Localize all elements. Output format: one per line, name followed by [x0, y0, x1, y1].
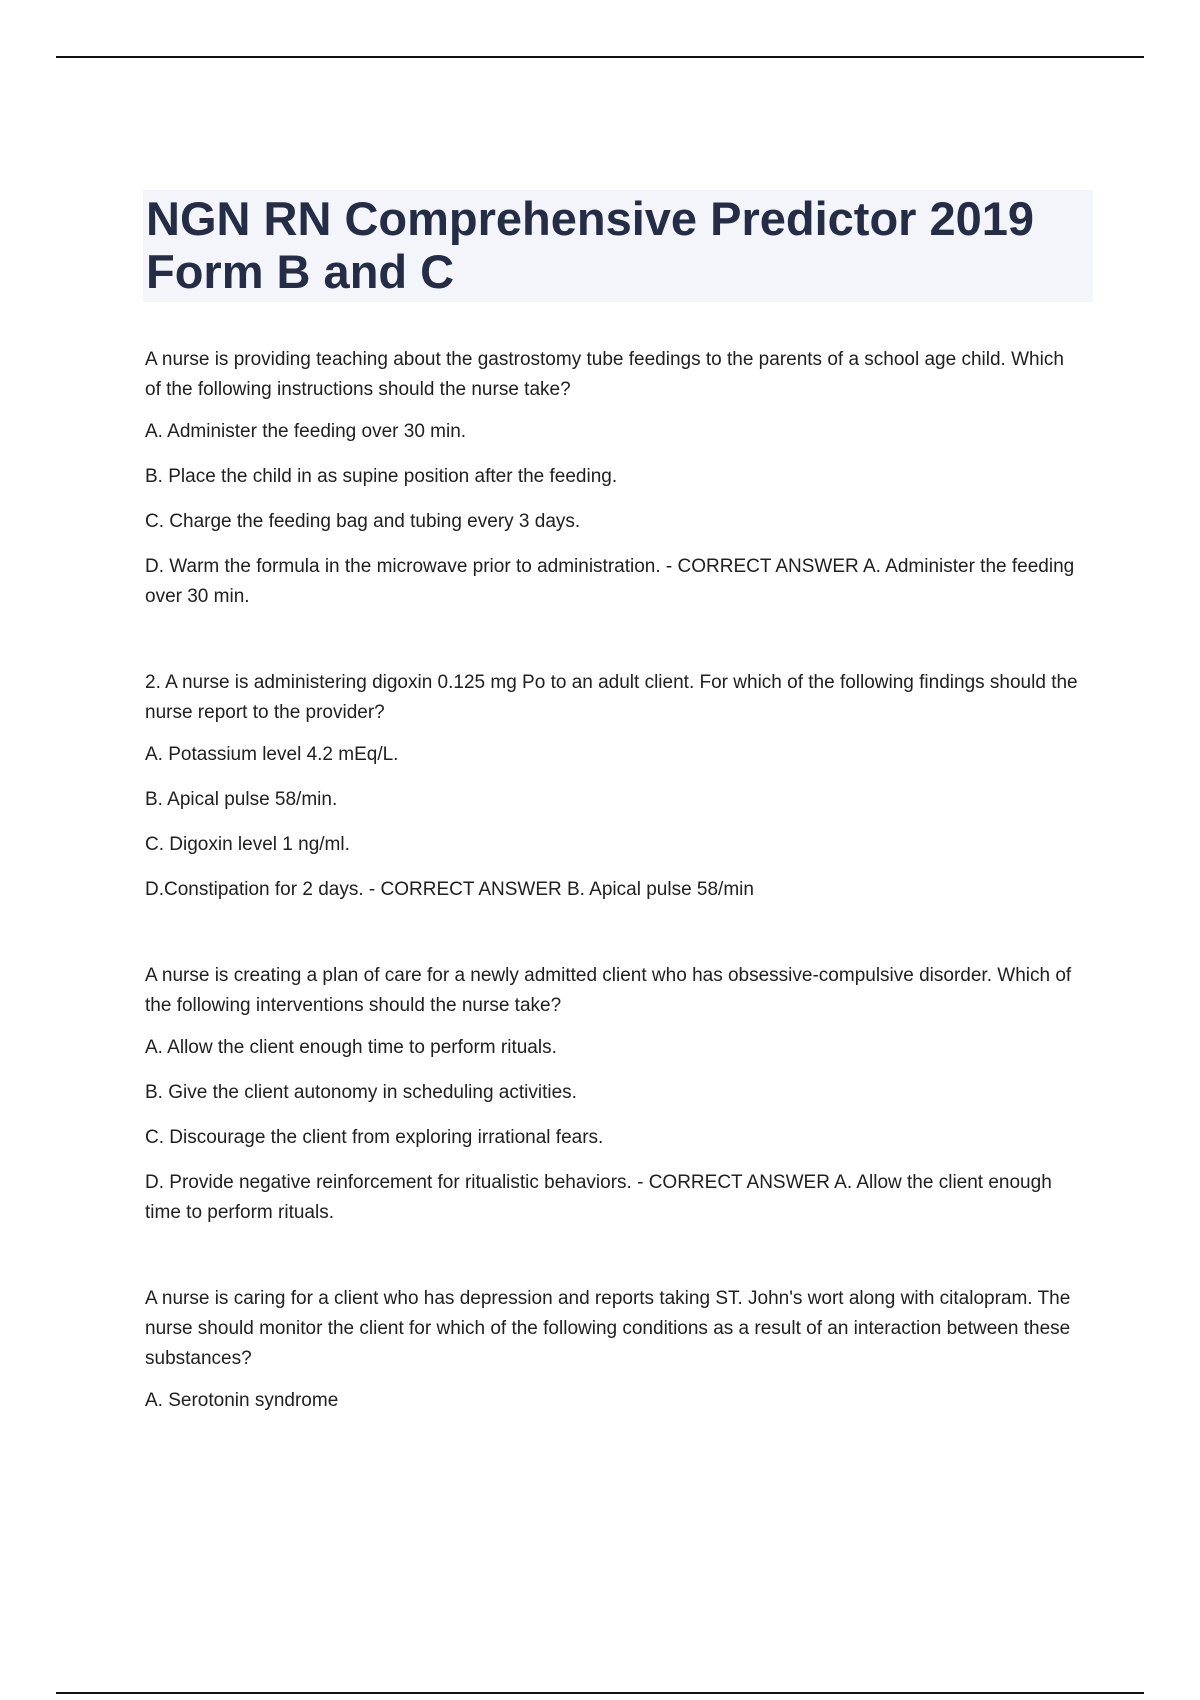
answer-option: B. Give the client autonomy in scheduling activities. [145, 1082, 577, 1103]
answer-option: A. Allow the client enough time to perform rituals. [145, 1037, 557, 1058]
answer-option: C. Charge the feeding bag and tubing every 3 days. [145, 511, 581, 532]
answer-option: B. Place the child in as supine position after the feeding. [145, 466, 618, 487]
answer-option: A. Potassium level 4.2 mEq/L. [145, 744, 399, 765]
bottom-rule [56, 1692, 1144, 1694]
answer-option: C. Discourage the client from exploring irrational fears. [145, 1127, 604, 1148]
question-block [145, 961, 1085, 1228]
answer-option: C. Digoxin level 1 ng/ml. [145, 834, 350, 855]
top-rule [56, 56, 1144, 58]
answer-option: A. Serotonin syndrome [145, 1390, 339, 1411]
answer-option: B. Apical pulse 58/min. [145, 789, 338, 810]
question-block [145, 345, 1085, 612]
document-title: NGN RN Comprehensive Predictor 2019 Form B and C [146, 192, 1035, 298]
answer-option: A. Administer the feeding over 30 min. [145, 421, 467, 442]
question-stem: A nurse is creating a plan of care for a newly admitted client who has obsessive-compulsive disorder. Which of the following interventions should the nurse take? [145, 965, 1072, 1016]
question-stem: A nurse is caring for a client who has depression and reports taking ST. John's wort along with citalopram. The nurse should monitor the client for which of the following conditions as a result of an interaction between these substances? [145, 1288, 1071, 1369]
question-block [145, 668, 1085, 905]
answer-option-with-correct-answer: D. Warm the formula in the microwave prior to administration. - CORRECT ANSWER A. Administer the feeding over 30 min. [145, 556, 1075, 607]
title-block [143, 190, 1093, 302]
question-block [145, 1284, 1085, 1416]
answer-option-with-correct-answer: D.Constipation for 2 days. - CORRECT ANSWER B. Apical pulse 58/min [145, 879, 754, 900]
document-body [145, 345, 1085, 1416]
question-stem: 2. A nurse is administering digoxin 0.125 mg Po to an adult client. For which of the following findings should the nurse report to the provider? [145, 672, 1078, 723]
answer-option-with-correct-answer: D. Provide negative reinforcement for ritualistic behaviors. - CORRECT ANSWER A. Allow the client enough time to perform rituals. [145, 1172, 1052, 1223]
question-stem: A nurse is providing teaching about the gastrostomy tube feedings to the parents of a school age child. Which of the following instructions should the nurse take? [145, 349, 1064, 400]
